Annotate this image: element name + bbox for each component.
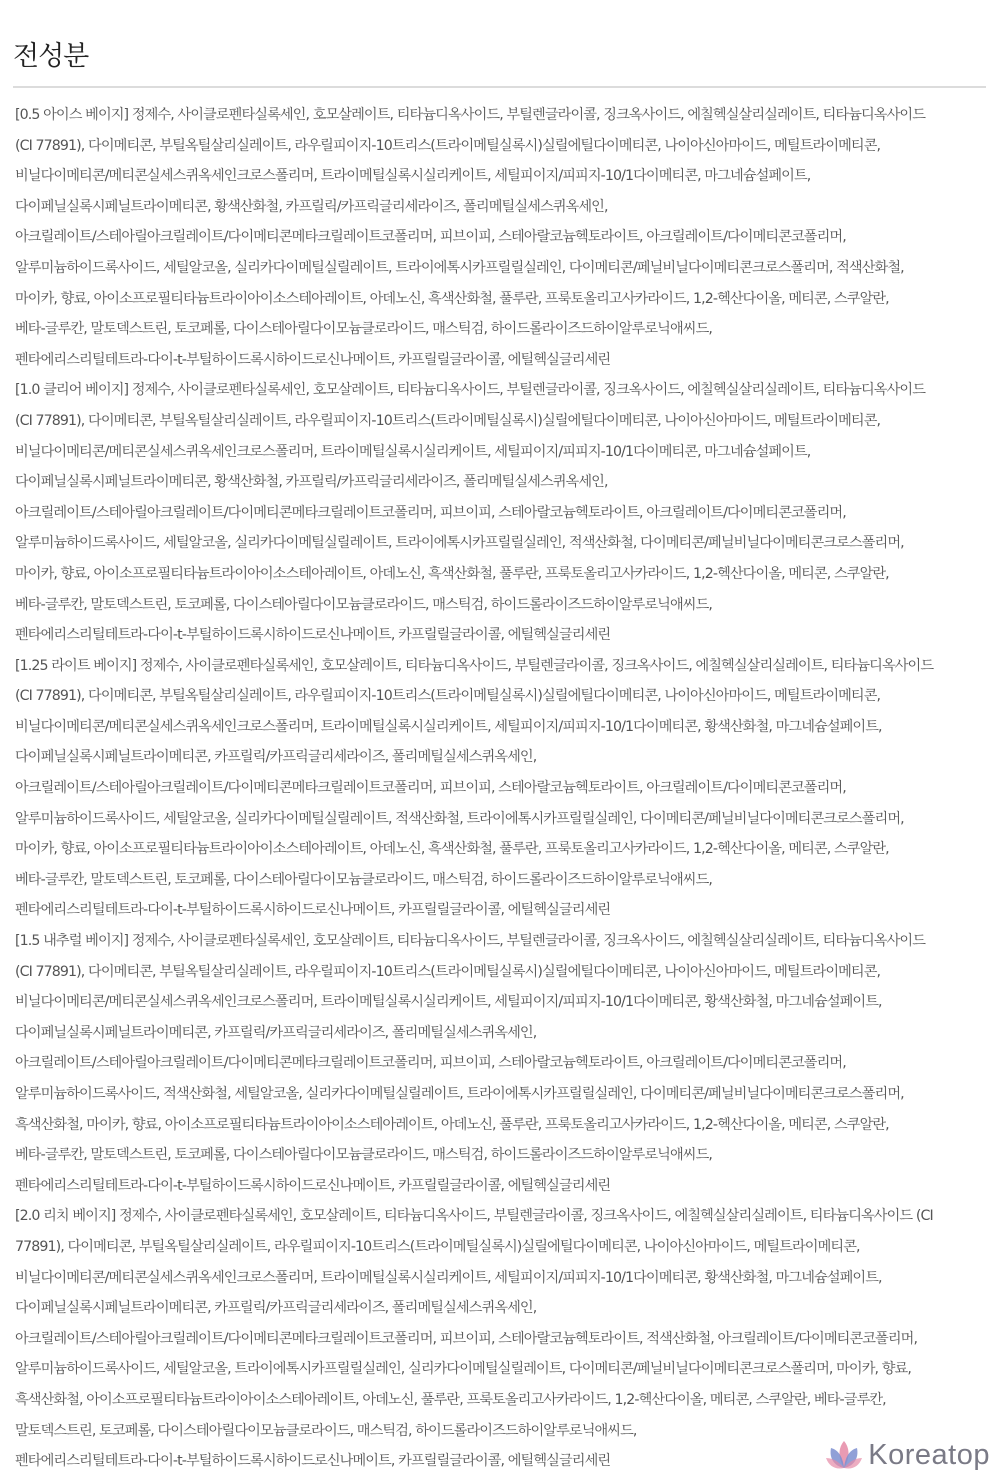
- ingredient-line: 베타-글루칸, 말토덱스트린, 토코페롤, 다이스테아릴다이모늄클로라이드, 매스틱검, 하이드롤라이즈드하이알루로닉애씨드,: [15, 1147, 712, 1164]
- ingredient-line: [1.0 클리어 베이지] 정제수, 사이클로펜타실록세인, 호모살레이트, 티타늄디옥사이드, 부틸렌글라이콜, 징크옥사이드, 에칠헥실살리실레이트, 티타늄디옥사이드: [15, 382, 926, 399]
- ingredient-line: (CI 77891), 다이메티콘, 부틸옥틸살리실레이트, 라우릴피이지-10트리스(트라이메틸실록시)실릴에틸다이메티콘, 나이아신아마이드, 메틸트라이메티콘,: [15, 412, 881, 429]
- ingredient-line: [0.5 아이스 베이지] 정제수, 사이클로펜타실록세인, 호모살레이트, 티타늄디옥사이드, 부틸렌글라이콜, 징크옥사이드, 에칠헥실살리실레이트, 티타늄디옥사이드: [15, 107, 926, 123]
- ingredient-line: 다이페닐실록시페닐트라이메티콘, 카프릴릭/카프릭글리세라이즈, 폴리메틸실세스퀴옥세인,: [15, 1024, 537, 1041]
- ingredient-line: 말토덱스트린, 토코페롤, 다이스테아릴다이모늄클로라이드, 매스틱검, 하이드롤라이즈드하이알루로닉애씨드,: [15, 1422, 637, 1439]
- lotus-icon: [824, 1438, 864, 1472]
- ingredient-line: 알루미늄하이드록사이드, 세틸알코올, 실리카다이메틸실릴레이트, 트라이에톡시카프릴릴실레인, 다이메티콘/페닐비닐다이메티콘크로스폴리머, 적색산화철,: [15, 259, 904, 276]
- ingredient-line: 비닐다이메티콘/메티콘실세스퀴옥세인크로스폴리머, 트라이메틸실록시실리케이트, 세틸피이지/피피지-10/1다이메티콘, 황색산화철, 마그네슘설페이트,: [15, 1269, 882, 1286]
- ingredient-line: 비닐다이메티콘/메티콘실세스퀴옥세인크로스폴리머, 트라이메틸실록시실리케이트, 세틸피이지/피피지-10/1다이메티콘, 황색산화철, 마그네슘설페이트,: [15, 718, 882, 735]
- ingredient-line: (CI 77891), 다이메티콘, 부틸옥틸살리실레이트, 라우릴피이지-10트리스(트라이메틸실록시)실릴에틸다이메티콘, 나이아신아마이드, 메틸트라이메티콘,: [15, 963, 881, 980]
- ingredient-line: [2.0 리치 베이지] 정제수, 사이클로펜타실록세인, 호모살레이트, 티타늄디옥사이드, 부틸렌글라이콜, 징크옥사이드, 에칠헥실살리실레이트, 티타늄디옥사이드 (CI: [15, 1208, 933, 1225]
- ingredient-line: 펜타에리스리틸테트라-다이-t-부틸하이드록시하이드로신나메이트, 카프릴릴글라이콜, 에틸헥실글리세린: [15, 1453, 611, 1470]
- ingredient-line: 아크릴레이트/스테아릴아크릴레이트/다이메티콘메타크릴레이트코폴리머, 피브이피, 스테아랄코늄헥토라이트, 아크릴레이트/다이메티콘코폴리머,: [15, 229, 846, 246]
- ingredient-line: 베타-글루칸, 말토덱스트린, 토코페롤, 다이스테아릴다이모늄클로라이드, 매스틱검, 하이드롤라이즈드하이알루로닉애씨드,: [15, 871, 712, 888]
- ingredient-line: 베타-글루칸, 말토덱스트린, 토코페롤, 다이스테아릴다이모늄클로라이드, 매스틱검, 하이드롤라이즈드하이알루로닉애씨드,: [15, 596, 712, 613]
- ingredient-line: 다이페닐실록시페닐트라이메티콘, 카프릴릭/카프릭글리세라이즈, 폴리메틸실세스퀴옥세인,: [15, 749, 537, 766]
- ingredient-line: 77891), 다이메티콘, 부틸옥틸살리실레이트, 라우릴피이지-10트리스(트라이메틸실록시)실릴에틸다이메티콘, 나이아신아마이드, 메틸트라이메티콘,: [15, 1238, 860, 1255]
- ingredient-line: 비닐다이메티콘/메티콘실세스퀴옥세인크로스폴리머, 트라이메틸실록시실리케이트, 세틸피이지/피피지-10/1다이메티콘, 마그네슘설페이트,: [15, 443, 811, 460]
- ingredient-line: 아크릴레이트/스테아릴아크릴레이트/다이메티콘메타크릴레이트코폴리머, 피브이피, 스테아랄코늄헥토라이트, 아크릴레이트/다이메티콘코폴리머,: [15, 780, 846, 797]
- ingredient-line: 다이페닐실록시페닐트라이메티콘, 카프릴릭/카프릭글리세라이즈, 폴리메틸실세스퀴옥세인,: [15, 1300, 537, 1317]
- ingredient-line: 아크릴레이트/스테아릴아크릴레이트/다이메티콘메타크릴레이트코폴리머, 피브이피, 스테아랄코늄헥토라이트, 아크릴레이트/다이메티콘코폴리머,: [15, 1055, 846, 1072]
- title-divider: [13, 86, 986, 88]
- ingredient-line: 비닐다이메티콘/메티콘실세스퀴옥세인크로스폴리머, 트라이메틸실록시실리케이트, 세틸피이지/피피지-10/1다이메티콘, 황색산화철, 마그네슘설페이트,: [15, 994, 882, 1011]
- ingredient-line: [1.5 내추럴 베이지] 정제수, 사이클로펜타실록세인, 호모살레이트, 티타늄디옥사이드, 부틸렌글라이콜, 징크옥사이드, 에칠헥실살리실레이트, 티타늄디옥사이드: [15, 933, 926, 950]
- ingredient-line: 마이카, 향료, 아이소프로필티타늄트라이아이소스테아레이트, 아데노신, 흑색산화철, 풀루란, 프룩토올리고사카라이드, 1,2-헥산다이올, 메티콘, 스쿠알란,: [15, 565, 889, 582]
- page-title: 전성분: [13, 41, 89, 72]
- ingredient-line: 아크릴레이트/스테아릴아크릴레이트/다이메티콘메타크릴레이트코폴리머, 피브이피, 스테아랄코늄헥토라이트, 적색산화철, 아크릴레이트/다이메티콘코폴리머,: [15, 1330, 918, 1347]
- ingredient-list: [15, 100, 990, 1477]
- ingredient-line: 펜타에리스리틸테트라-다이-t-부틸하이드록시하이드로신나메이트, 카프릴릴글라이콜, 에틸헥실글리세린: [15, 902, 611, 919]
- ingredient-line: 비닐다이메티콘/메티콘실세스퀴옥세인크로스폴리머, 트라이메틸실록시실리케이트, 세틸피이지/피피지-10/1다이메티콘, 마그네슘설페이트,: [15, 168, 811, 185]
- ingredient-line: 흑색산화철, 아이소프로필티타늄트라이아이소스테아레이트, 아데노신, 풀루란, 프룩토올리고사카라이드, 1,2-헥산다이올, 메티콘, 스쿠알란, 베타-글루칸,: [15, 1391, 886, 1408]
- ingredient-line: 알루미늄하이드록사이드, 적색산화철, 세틸알코올, 실리카다이메틸실릴레이트, 트라이에톡시카프릴릴실레인, 다이메티콘/페닐비닐다이메티콘크로스폴리머,: [15, 1086, 904, 1102]
- ingredient-line: 알루미늄하이드록사이드, 세틸알코올, 실리카다이메틸실릴레이트, 적색산화철, 트라이에톡시카프릴릴실레인, 다이메티콘/페닐비닐다이메티콘크로스폴리머,: [15, 810, 904, 827]
- ingredient-line: (CI 77891), 다이메티콘, 부틸옥틸살리실레이트, 라우릴피이지-10트리스(트라이메틸실록시)실릴에틸다이메티콘, 나이아신아마이드, 메틸트라이메티콘,: [15, 688, 881, 705]
- ingredient-line: 펜타에리스리틸테트라-다이-t-부틸하이드록시하이드로신나메이트, 카프릴릴글라이콜, 에틸헥실글리세린: [15, 351, 611, 368]
- ingredient-line: 다이페닐실록시페닐트라이메티콘, 황색산화철, 카프릴릭/카프릭글리세라이즈, 폴리메틸실세스퀴옥세인,: [15, 198, 608, 215]
- ingredient-line: 펜타에리스리틸테트라-다이-t-부틸하이드록시하이드로신나메이트, 카프릴릴글라이콜, 에틸헥실글리세린: [15, 1177, 611, 1194]
- ingredient-line: 베타-글루칸, 말토덱스트린, 토코페롤, 다이스테아릴다이모늄클로라이드, 매스틱검, 하이드롤라이즈드하이알루로닉애씨드,: [15, 321, 712, 338]
- ingredient-line: 흑색산화철, 마이카, 향료, 아이소프로필티타늄트라이아이소스테아레이트, 아데노신, 풀루란, 프룩토올리고사카라이드, 1,2-헥산다이올, 메티콘, 스쿠알란,: [15, 1116, 889, 1133]
- ingredient-line: 마이카, 향료, 아이소프로필티타늄트라이아이소스테아레이트, 아데노신, 흑색산화철, 풀루란, 프룩토올리고사카라이드, 1,2-헥산다이올, 메티콘, 스쿠알란,: [15, 290, 889, 307]
- ingredient-line: 알루미늄하이드록사이드, 세틸알코올, 트라이에톡시카프릴릴실레인, 실리카다이메틸실릴레이트, 다이메티콘/페닐비닐다이메티콘크로스폴리머, 마이카, 향료,: [15, 1361, 911, 1378]
- ingredient-line: 펜타에리스리틸테트라-다이-t-부틸하이드록시하이드로신나메이트, 카프릴릴글라이콜, 에틸헥실글리세린: [15, 627, 611, 644]
- watermark-text: Koreatop: [868, 1438, 990, 1471]
- ingredient-line: 마이카, 향료, 아이소프로필티타늄트라이아이소스테아레이트, 아데노신, 흑색산화철, 풀루란, 프룩토올리고사카라이드, 1,2-헥산다이올, 메티콘, 스쿠알란,: [15, 841, 889, 858]
- ingredient-line: 다이페닐실록시페닐트라이메티콘, 황색산화철, 카프릴릭/카프릭글리세라이즈, 폴리메틸실세스퀴옥세인,: [15, 474, 608, 491]
- ingredient-line: [1.25 라이트 베이지] 정제수, 사이클로펜타실록세인, 호모살레이트, 티타늄디옥사이드, 부틸렌글라이콜, 징크옥사이드, 에칠헥실살리실레이트, 티타늄디옥사이드: [15, 657, 934, 674]
- ingredient-line: 아크릴레이트/스테아릴아크릴레이트/다이메티콘메타크릴레이트코폴리머, 피브이피, 스테아랄코늄헥토라이트, 아크릴레이트/다이메티콘코폴리머,: [15, 504, 846, 521]
- ingredient-line: 알루미늄하이드록사이드, 세틸알코올, 실리카다이메틸실릴레이트, 트라이에톡시카프릴릴실레인, 적색산화철, 다이메티콘/페닐비닐다이메티콘크로스폴리머,: [15, 535, 904, 552]
- ingredient-line: (CI 77891), 다이메티콘, 부틸옥틸살리실레이트, 라우릴피이지-10트리스(트라이메틸실록시)실릴에틸다이메티콘, 나이아신아마이드, 메틸트라이메티콘,: [15, 137, 881, 154]
- koreatop-watermark: [824, 1438, 990, 1472]
